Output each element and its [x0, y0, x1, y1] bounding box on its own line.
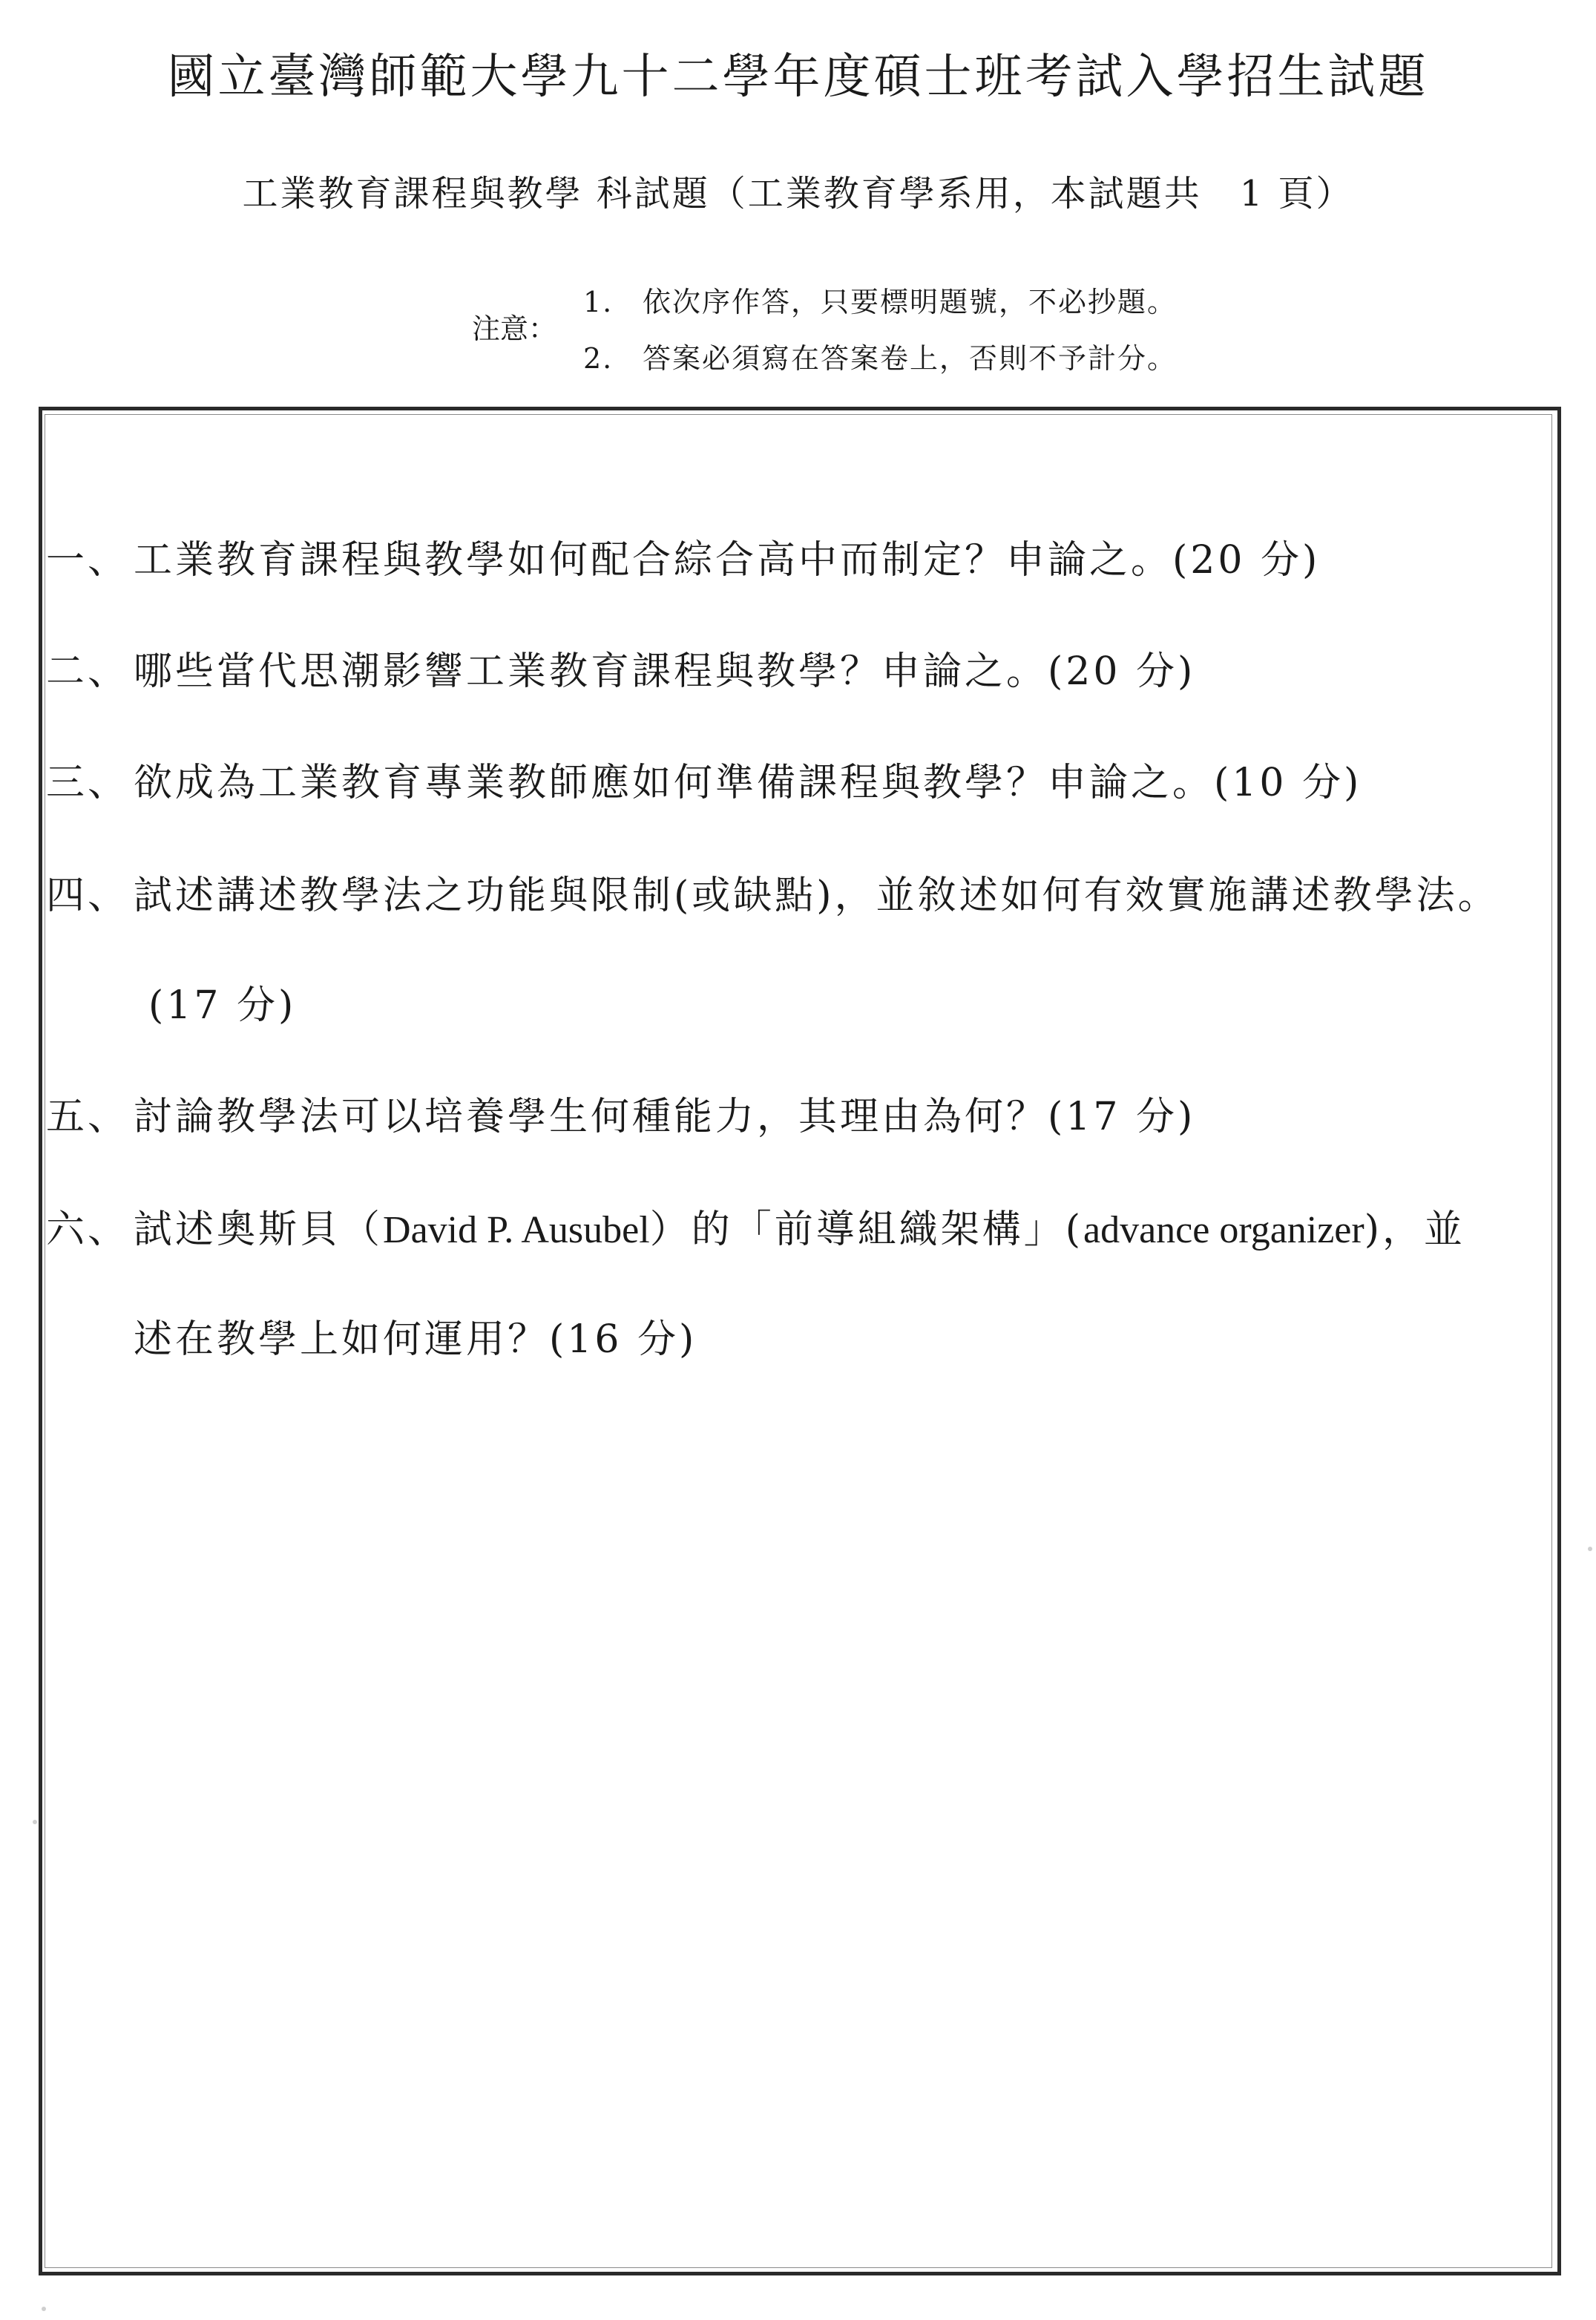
question-text: )，並 [1364, 1207, 1465, 1252]
notice-item [583, 335, 1177, 376]
question-text: 試述奧斯貝（ [134, 1207, 384, 1252]
scan-speck [1588, 1547, 1592, 1551]
question-label: 二、 [46, 649, 130, 694]
question-label: 六、 [46, 1207, 130, 1252]
question-5 [46, 1085, 1560, 1141]
author-name: David P. Ausubel [383, 1209, 650, 1251]
question-text: 欲成為工業教育專業教師應如何準備課程與教學？申論之。(10 分) [134, 761, 1362, 805]
notice-label: 注意： [472, 312, 557, 345]
question-text: ）的「前導組織架構」( [649, 1207, 1083, 1252]
question-label: 三、 [46, 761, 130, 805]
question-text: 哪些當代思潮影響工業教育課程與教學？申論之。(20 分) [134, 649, 1196, 694]
notice-number: 1. [583, 286, 614, 318]
scan-speck [42, 2307, 46, 2311]
question-label: 五、 [46, 1095, 130, 1139]
question-text: 討論教學法可以培養學生何種能力，其理由為何？(17 分) [134, 1095, 1196, 1139]
notice-item [583, 279, 1177, 320]
scan-speck [33, 1820, 37, 1824]
question-1 [46, 528, 1560, 584]
question-label: 四、 [46, 874, 130, 918]
question-label: 一、 [46, 538, 130, 583]
question-text: 工業教育課程與教學如何配合綜合高中而制定？申論之。(20 分) [134, 538, 1321, 583]
question-4-continuation: (17 分) [148, 983, 297, 1028]
question-6-continuation: 述在教學上如何運用？(16 分) [134, 1317, 697, 1362]
term-english: advance organizer [1083, 1209, 1365, 1251]
question-text: 試述講述教學法之功能與限制(或缺點)，並敘述如何有效實施講述教學法。 [134, 874, 1500, 918]
question-6 [46, 1198, 1560, 1254]
question-4 [46, 864, 1560, 920]
notice-text: 依次序作答，只要標明題號，不必抄題。 [643, 286, 1178, 318]
notice-text: 答案必須寫在答案卷上，否則不予計分。 [643, 342, 1178, 375]
exam-title: 國立臺灣師範大學九十二學年度碩士班考試入學招生試題 [167, 50, 1429, 105]
exam-subtitle: 工業教育課程與教學 科試題（工業教育學系用，本試題共 1 頁） [242, 173, 1354, 214]
question-3 [46, 751, 1560, 807]
notice-number: 2. [583, 342, 614, 375]
question-2 [46, 640, 1560, 695]
